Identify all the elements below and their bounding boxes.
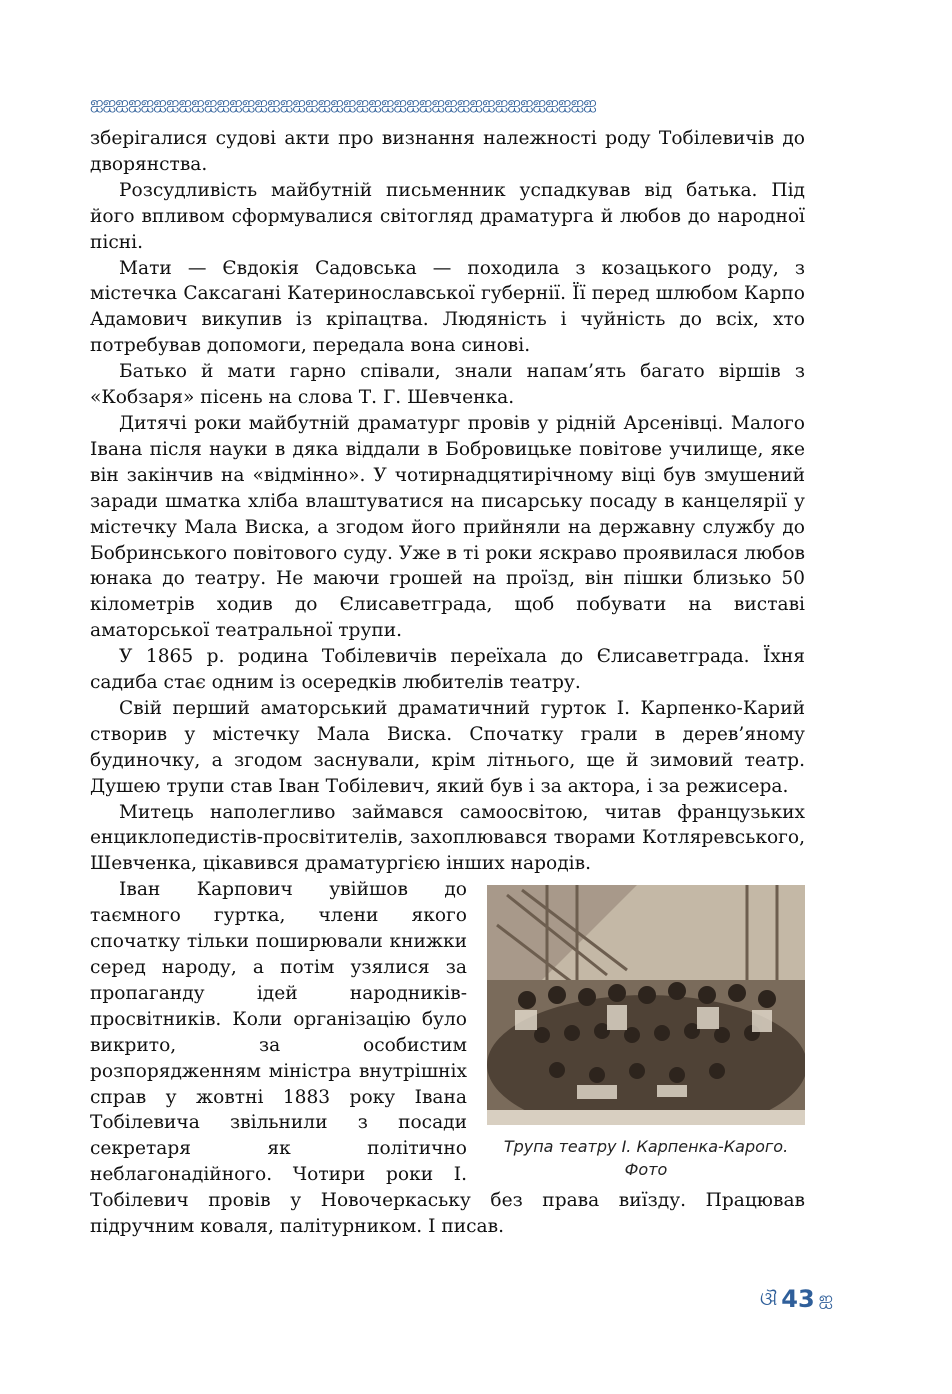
troupe-photo — [487, 885, 805, 1125]
page-number-block — [760, 1284, 833, 1314]
ornament-right-icon: ஐ — [818, 1287, 834, 1309]
page-number: 43 — [781, 1285, 815, 1313]
paragraph: Розсудливість майбутній письменник успадкував від батька. Під його впливом сформувалися світогляд драматурга й любов до народної пісні. — [90, 179, 805, 253]
body-text — [90, 126, 805, 1240]
paragraph: Дитячі роки майбутній драматург провів у рідній Арсенівці. Малого Івана після науки в дяка віддали в Бобровицьке повітове училище, яке він закінчив на «відмінно». У чотирнадцятирічному віці був змушений заради шматка хліба влаштуватися на писарську посаду в канцелярії у містечку Мала Виска, а згодом його прийняли на державну службу до Бобринського повітового суду. Уже в ті роки яскраво проявилася любов юнака до театру. Не маючи грошей на проїзд, він пішки близько 50 кілометрів ходив до Єлисаветграда, щоб побувати на виставі аматорської театральної трупи. — [90, 412, 805, 642]
header-ornament: ஐஐஐஐஐஐஐஐஐஐஐஐஐஐஐஐஐஐஐஐஐஐஐஐஐஐஐஐஐஐஐஐஐஐஐஐஐஐஐஐ — [90, 93, 596, 113]
ornament-left-icon: ଔ — [760, 1288, 778, 1310]
troupe-photo-illustration — [487, 885, 805, 1125]
paragraph: У 1865 р. родина Тобілевичів переїхала до Єлисаветграда. Їхня садиба стає одним із осередків любителів театру. — [90, 646, 805, 694]
paragraph: Мати — Євдокія Садовська — походила з козацького роду, з містечка Саксагані Катеринославської губернії. Її перед шлюбом Карпо Адамович викупив із кріпацтва. Людяність і чуйність до всіх, хто потребував допомоги, передала вона синові. — [90, 257, 805, 357]
theatre-troupe-figure — [487, 885, 805, 1181]
paragraph: зберігалися судові акти про визнання належності роду Тобілевичів до дворянства. — [90, 128, 805, 175]
paragraph: Батько й мати гарно співали, знали напам’ять багато віршів з «Кобзаря» пісень на слова Т. Г. Шевченка. — [90, 361, 805, 409]
figure-caption: Трупа театру І. Карпенка-Карого. Фото — [503, 1137, 789, 1180]
paragraph: Іван Карпович увійшов до таємного гуртка, члени якого спочатку тільки поширювали книжки серед народу, а потім узялися за пропаганду ідей народників-просвітників. Коли організацію було викрито, за особистим розпорядженням міністра внутрішніх справ у жовтні 1883 року Івана Тобілевича звільнили з посади секретаря як політично неблагонадійного. Чотири роки І. Тобілевич провів у Новочеркаську без права виїзду. Працював підручним коваля, палітурником. І писав. — [90, 879, 805, 1238]
paragraph: Митець наполегливо займався самоосвітою, читав французьких енциклопедистів-просвітителів, захоплювався творами Котляревського, Шевченка, цікавився драматургією інших народів. — [90, 801, 805, 875]
paragraph: Свій перший аматорський драматичний гурток І. Карпенко-Карий створив у містечку Мала Виска. Спочатку грали в дерев’яному будиночку, а згодом заснували, крім літнього, ще й зимовий театр. Душею трупи став Іван Тобілевич, який був і за актора, і за режисера. — [90, 697, 805, 797]
